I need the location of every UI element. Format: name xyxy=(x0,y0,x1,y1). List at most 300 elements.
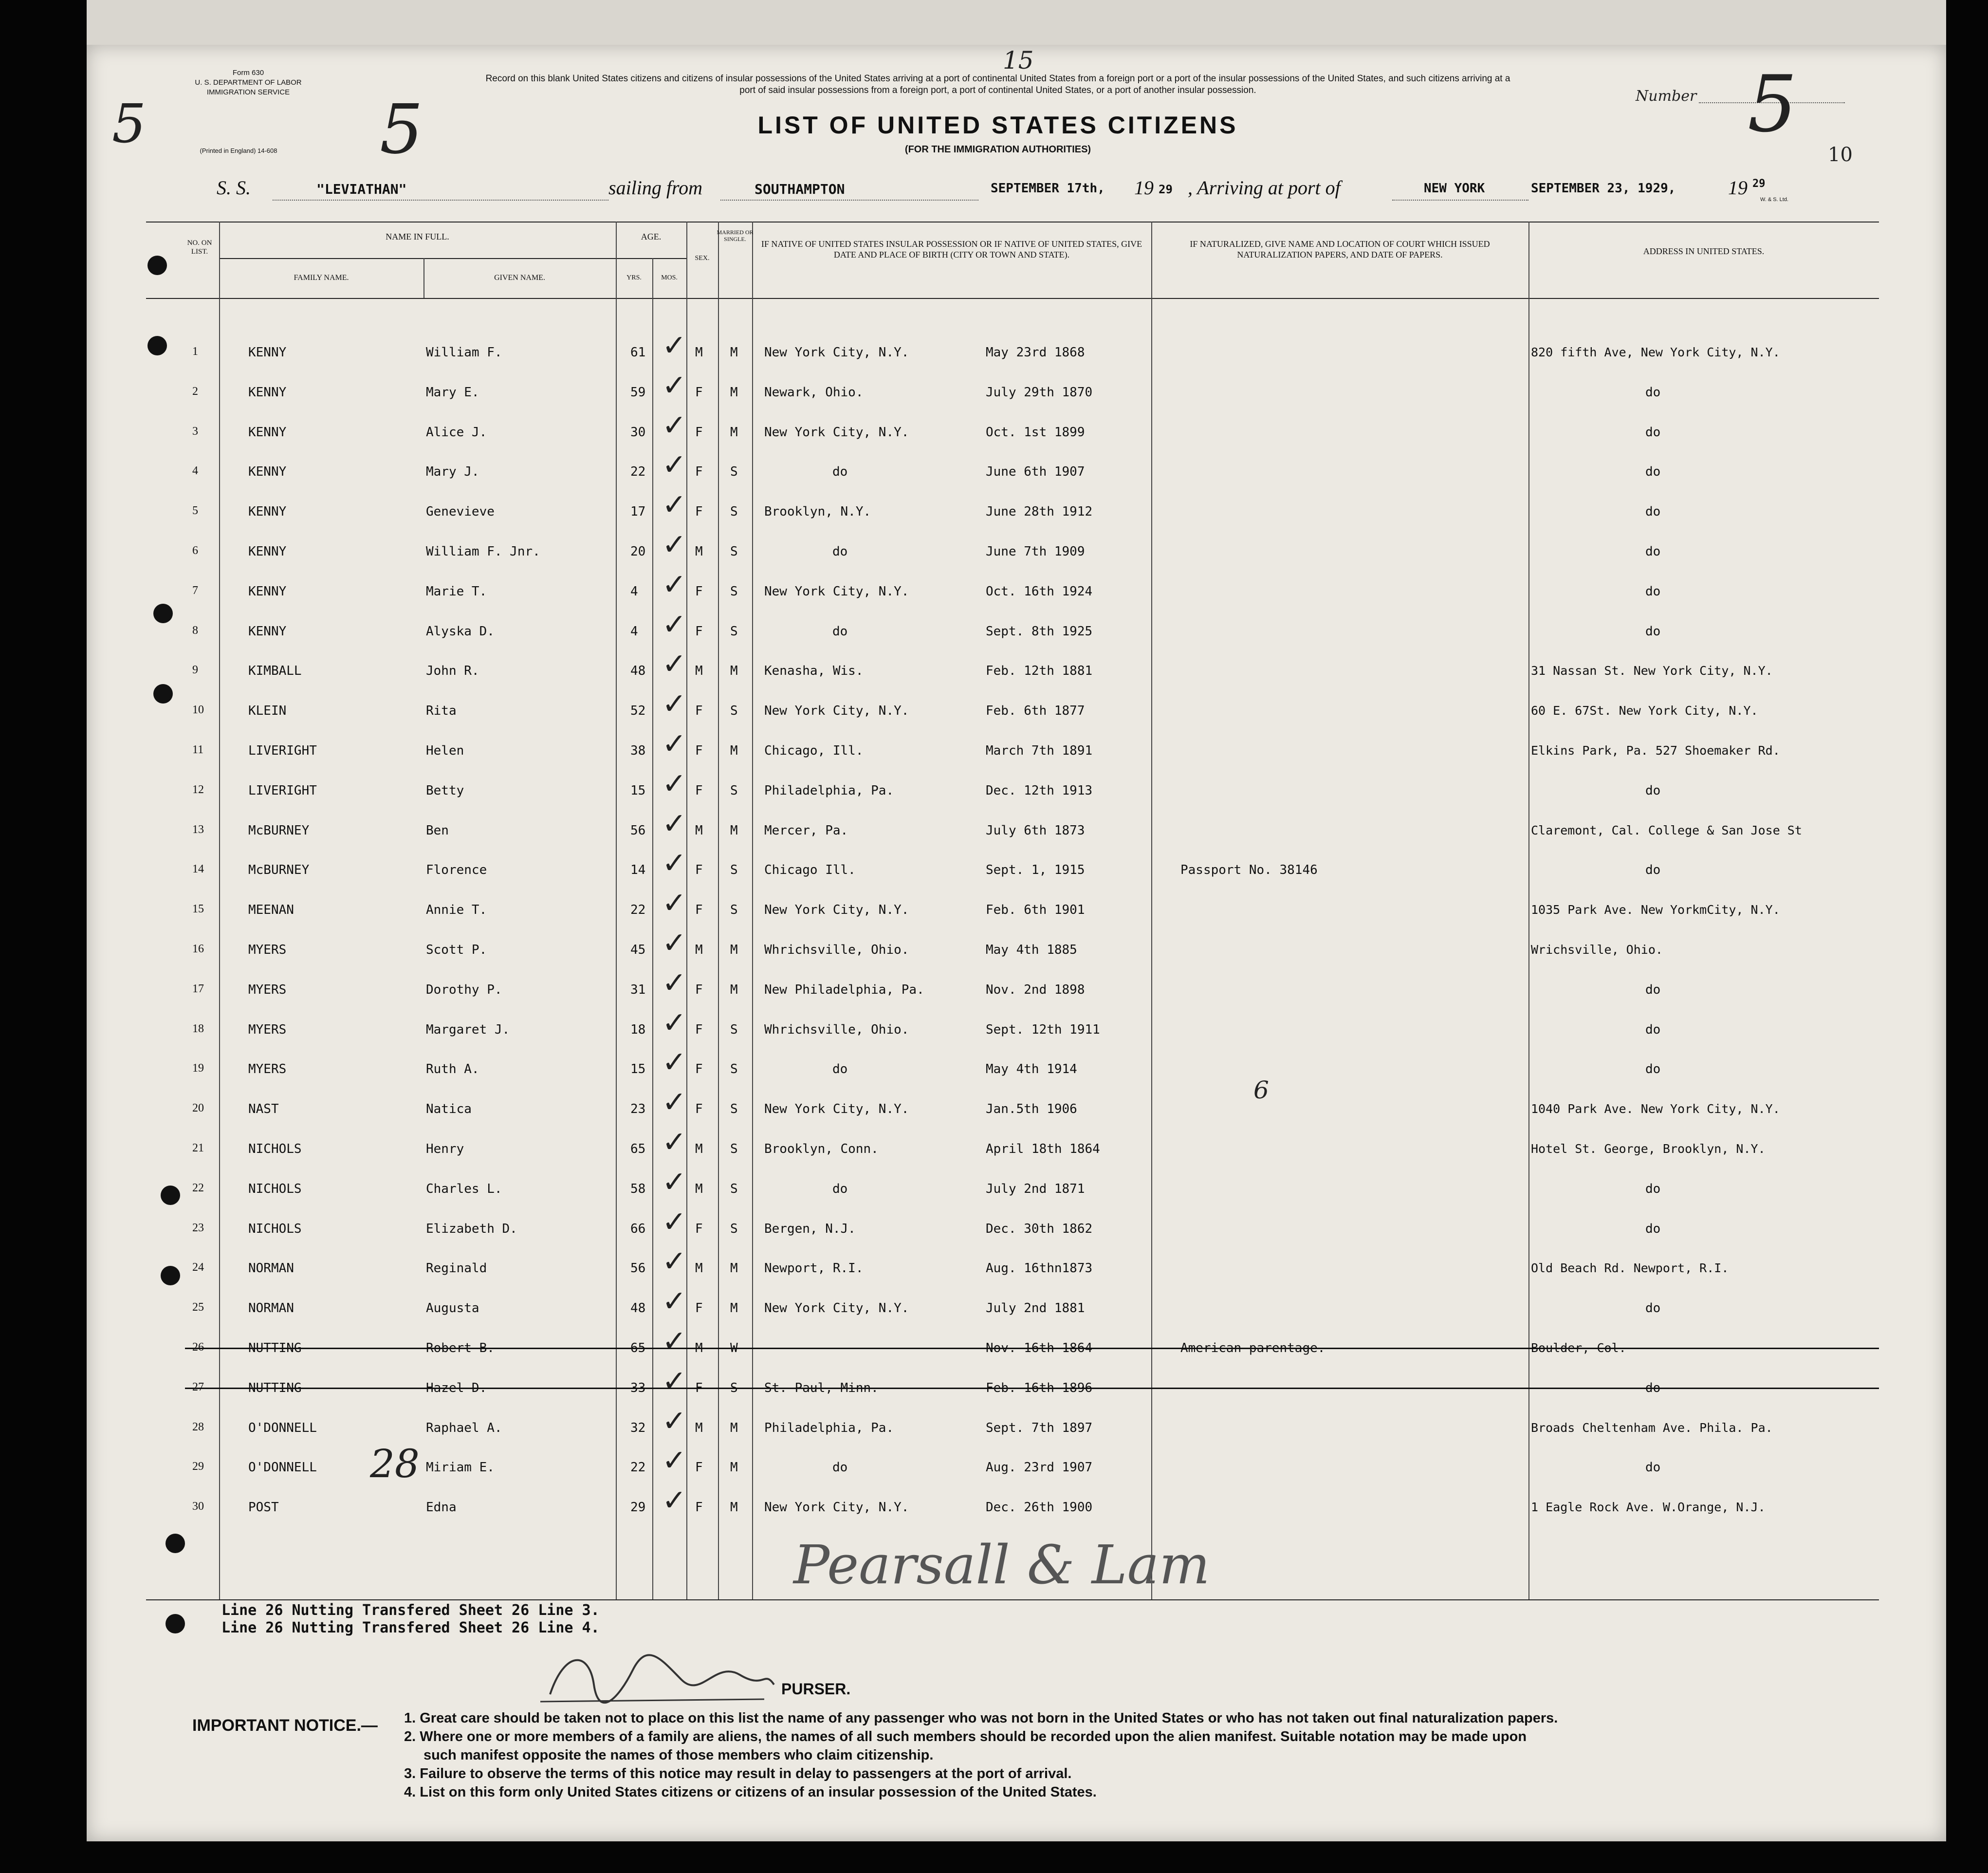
cell-sex: F xyxy=(695,1301,703,1316)
cell-age: 14 xyxy=(630,863,646,878)
cell-no: 18 xyxy=(192,1022,204,1035)
cell-ms: W xyxy=(730,1341,738,1355)
cell-place: New York City, N.Y. xyxy=(764,903,909,918)
cell-place: do xyxy=(832,464,848,480)
depart-year: 29 xyxy=(1159,183,1173,196)
cell-sex: F xyxy=(695,464,703,480)
cell-family: MYERS xyxy=(248,1022,287,1037)
check-mark: ✓ xyxy=(662,1045,687,1080)
handwritten-note: Pearsall & Lam xyxy=(793,1534,1210,1596)
cell-given: Charles L. xyxy=(426,1181,502,1196)
header-bottom-border xyxy=(146,298,1879,299)
transfer-note: Line 26 Nutting Transfered Sheet 26 Line 3. xyxy=(221,1602,600,1619)
cell-addr: Elkins Park, Pa. 527 Shoemaker Rd. xyxy=(1531,743,1780,758)
depart-date: SEPTEMBER 17th, xyxy=(991,181,1105,196)
cell-no: 4 xyxy=(192,464,198,478)
cell-place: Philadelphia, Pa. xyxy=(764,1420,894,1435)
cell-date: Dec. 30th 1862 xyxy=(986,1221,1093,1236)
cell-family: KENNY xyxy=(248,624,287,639)
cell-given: Mary E. xyxy=(426,385,479,400)
strikethrough-line xyxy=(185,1388,1879,1389)
handwritten-mark: 6 xyxy=(1253,1076,1269,1104)
cell-given: Mary J. xyxy=(426,464,479,480)
form-number: Form 630 xyxy=(232,69,264,77)
cell-age: 20 xyxy=(630,544,646,559)
cell-age: 56 xyxy=(630,1261,646,1276)
purser-signature xyxy=(535,1641,779,1709)
notice-item: such manifest opposite the names of those members who claim citizenship. xyxy=(423,1747,934,1763)
table-top-border xyxy=(146,222,1879,223)
cell-sex: F xyxy=(695,385,703,400)
cell-ms: S xyxy=(730,1142,738,1156)
check-mark: ✓ xyxy=(662,766,687,801)
cell-sex: M xyxy=(695,544,703,559)
cell-ms: M xyxy=(730,1420,738,1435)
col-header-birth: IF NATIVE OF UNITED STATES INSULAR POSSESSION OR IF NATIVE OF UNITED STATES, GIVE DATE AND PLACE OF BIRTH (CITY OR TOWN AND STATE). xyxy=(761,239,1142,260)
cell-sex: F xyxy=(695,982,703,997)
cell-place: Newport, R.I. xyxy=(764,1261,864,1276)
cell-no: 15 xyxy=(192,903,204,916)
cell-date: July 2nd 1881 xyxy=(986,1301,1085,1316)
check-mark: ✓ xyxy=(662,965,687,1000)
cell-sex: M xyxy=(695,664,703,679)
cell-age: 65 xyxy=(630,1142,646,1156)
cell-sex: F xyxy=(695,1062,703,1077)
cell-sex: F xyxy=(695,1500,703,1515)
cell-given: Reginald xyxy=(426,1261,487,1276)
cell-date: June 28th 1912 xyxy=(986,504,1093,519)
cell-addr: do xyxy=(1645,425,1661,440)
binder-edge xyxy=(87,0,1946,45)
cell-family: NICHOLS xyxy=(248,1181,302,1196)
col-header-married: MARRIED OR SINGLE. xyxy=(717,229,754,242)
cell-place: New York City, N.Y. xyxy=(764,345,909,360)
cell-given: Marie T. xyxy=(426,584,487,599)
check-mark: ✓ xyxy=(662,727,687,761)
cell-addr: do xyxy=(1645,1380,1661,1395)
purser-label: PURSER. xyxy=(781,1680,851,1698)
cell-ms: M xyxy=(730,1500,738,1515)
cell-addr: do xyxy=(1645,584,1661,599)
cell-ms: S xyxy=(730,624,738,639)
col-header-given: GIVEN NAME. xyxy=(494,274,545,282)
col-divider xyxy=(1151,222,1152,1599)
cell-given: Betty xyxy=(426,783,464,798)
handwritten-mark: 28 xyxy=(370,1441,420,1486)
cell-no: 1 xyxy=(192,345,198,358)
cell-addr: do xyxy=(1645,464,1661,480)
cell-date: July 2nd 1871 xyxy=(986,1181,1085,1196)
cell-place: Kenasha, Wis. xyxy=(764,664,864,679)
cell-sex: F xyxy=(695,1022,703,1037)
cell-addr: 31 Nassan St. New York City, N.Y. xyxy=(1531,664,1773,678)
col-header-yrs: YRS. xyxy=(626,274,642,281)
cell-family: NUTTING xyxy=(248,1341,302,1355)
cell-ms: M xyxy=(730,385,738,400)
cell-place: Brooklyn, N.Y. xyxy=(764,504,871,519)
cell-date: Dec. 26th 1900 xyxy=(986,1500,1093,1515)
strikethrough-line xyxy=(185,1348,1879,1349)
cell-family: NORMAN xyxy=(248,1301,294,1316)
cell-date: Feb. 12th 1881 xyxy=(986,664,1093,679)
col-divider xyxy=(718,222,719,1599)
cell-family: MYERS xyxy=(248,982,287,997)
notice-item: 1. Great care should be taken not to place on this list the name of any passenger who was not born in the United States or who has not taken out final naturalization papers. xyxy=(404,1710,1558,1726)
cell-addr: Claremont, Cal. College & San Jose St xyxy=(1531,823,1802,837)
cell-family: NICHOLS xyxy=(248,1142,302,1156)
cell-place: Brooklyn, Conn. xyxy=(764,1142,879,1156)
punch-hole xyxy=(166,1534,185,1553)
cell-date: Feb. 16th 1896 xyxy=(986,1380,1093,1395)
cell-given: Alice J. xyxy=(426,425,487,440)
cell-ms: M xyxy=(730,1261,738,1276)
check-mark: ✓ xyxy=(662,607,687,642)
cell-given: Helen xyxy=(426,743,464,758)
punch-hole xyxy=(147,256,167,275)
cell-sex: F xyxy=(695,1102,703,1117)
cell-age: 45 xyxy=(630,943,646,957)
check-mark: ✓ xyxy=(662,886,687,921)
cell-family: MYERS xyxy=(248,1062,287,1077)
cell-ms: M xyxy=(730,743,738,758)
cell-addr: do xyxy=(1645,504,1661,519)
cell-addr: 1 Eagle Rock Ave. W.Orange, N.J. xyxy=(1531,1500,1766,1515)
col-divider xyxy=(752,222,753,1599)
cell-family: O'DONNELL xyxy=(248,1460,317,1475)
cell-place: New York City, N.Y. xyxy=(764,1102,909,1117)
cell-age: 66 xyxy=(630,1221,646,1236)
cell-sex: F xyxy=(695,584,703,599)
cell-no: 6 xyxy=(192,544,198,557)
cell-given: William F. Jnr. xyxy=(426,544,540,559)
cell-age: 22 xyxy=(630,464,646,480)
transfer-note: Line 26 Nutting Transfered Sheet 26 Line 4. xyxy=(221,1619,600,1636)
cell-given: Raphael A. xyxy=(426,1420,502,1435)
cell-family: NORMAN xyxy=(248,1261,294,1276)
cell-place: do xyxy=(832,1181,848,1196)
col-header-age: AGE. xyxy=(641,232,662,241)
cell-ms: M xyxy=(730,943,738,957)
number-label: Number xyxy=(1636,88,1697,105)
signature-stroke xyxy=(550,1655,774,1703)
col-header-address: ADDRESS IN UNITED STATES. xyxy=(1643,246,1765,256)
cell-ms: M xyxy=(730,425,738,440)
check-mark: ✓ xyxy=(662,528,687,562)
cell-ms: M xyxy=(730,1301,738,1316)
cell-given: Alyska D. xyxy=(426,624,495,639)
cell-date: Nov. 16th 1864 xyxy=(986,1341,1093,1355)
cell-no: 28 xyxy=(192,1420,204,1433)
cell-date: Aug. 23rd 1907 xyxy=(986,1460,1093,1475)
cell-date: Sept. 8th 1925 xyxy=(986,624,1093,639)
cell-date: Feb. 6th 1901 xyxy=(986,903,1085,918)
cell-age: 52 xyxy=(630,704,646,719)
cell-family: LIVERIGHT xyxy=(248,783,317,798)
cell-family: NUTTING xyxy=(248,1380,302,1395)
cell-given: Genevieve xyxy=(426,504,495,519)
cell-sex: F xyxy=(695,783,703,798)
cell-ms: M xyxy=(730,1460,738,1475)
cell-place: New York City, N.Y. xyxy=(764,584,909,599)
cell-family: KENNY xyxy=(248,504,287,519)
cell-age: 15 xyxy=(630,1062,646,1077)
check-mark: ✓ xyxy=(662,1005,687,1040)
handwritten-mark: 5 xyxy=(380,90,423,169)
cell-given: Miriam E. xyxy=(426,1460,495,1475)
cell-age: 4 xyxy=(630,624,638,639)
cell-addr: do xyxy=(1645,783,1661,798)
cell-place: Philadelphia, Pa. xyxy=(764,783,894,798)
page-mark: 10 xyxy=(1828,144,1853,166)
cell-no: 2 xyxy=(192,385,198,398)
cell-sex: M xyxy=(695,1181,703,1196)
check-mark: ✓ xyxy=(662,1364,687,1398)
cell-addr: Wrichsville, Ohio. xyxy=(1531,943,1663,957)
check-mark: ✓ xyxy=(662,1484,687,1518)
cell-given: Dorothy P. xyxy=(426,982,502,997)
cell-no: 9 xyxy=(192,664,198,677)
cell-sex: F xyxy=(695,1221,703,1236)
cell-nat: Passport No. 38146 xyxy=(1180,863,1318,878)
cell-place: New York City, N.Y. xyxy=(764,425,909,440)
col-header-naturalized: IF NATURALIZED, GIVE NAME AND LOCATION OF COURT WHICH ISSUED NATURALIZATION PAPERS, AND DATE OF PAPERS. xyxy=(1190,239,1490,260)
cell-sex: F xyxy=(695,425,703,440)
cell-place: do xyxy=(832,624,848,639)
cell-no: 24 xyxy=(192,1261,204,1274)
ss-label: S. S. xyxy=(217,177,251,199)
cell-given: Natica xyxy=(426,1102,472,1117)
punch-hole xyxy=(166,1614,185,1633)
service-name: IMMIGRATION SERVICE xyxy=(206,88,290,96)
arrive-date: SEPTEMBER 23, 1929, xyxy=(1531,181,1676,196)
cell-place: Chicago Ill. xyxy=(764,863,856,878)
cell-family: KIMBALL xyxy=(248,664,302,679)
cell-addr: do xyxy=(1645,1221,1661,1236)
ship-name: "LEVIATHAN" xyxy=(316,181,407,197)
cell-family: KLEIN xyxy=(248,704,287,719)
department-name: U. S. DEPARTMENT OF LABOR xyxy=(195,78,302,87)
punch-hole xyxy=(161,1266,180,1285)
print-note: (Printed in England) 14-608 xyxy=(200,147,277,154)
cell-given: Annie T. xyxy=(426,903,487,918)
notice-item: 3. Failure to observe the terms of this notice may result in delay to passengers at the port of arrival. xyxy=(404,1766,1072,1781)
cell-addr: do xyxy=(1645,544,1661,559)
cell-ms: M xyxy=(730,982,738,997)
cell-family: KENNY xyxy=(248,345,287,360)
cell-place: Chicago, Ill. xyxy=(764,743,864,758)
notice-item: 4. List on this form only United States citizens or citizens of an insular possession of the United States. xyxy=(404,1784,1097,1800)
cell-date: May 4th 1914 xyxy=(986,1062,1077,1077)
cell-date: May 23rd 1868 xyxy=(986,345,1085,360)
cell-no: 23 xyxy=(192,1221,204,1234)
cell-family: McBURNEY xyxy=(248,823,310,838)
cell-sex: M xyxy=(695,1142,703,1156)
cell-family: KENNY xyxy=(248,584,287,599)
cell-ms: S xyxy=(730,1022,738,1037)
cell-addr: do xyxy=(1645,1301,1661,1316)
cell-date: Sept. 1, 1915 xyxy=(986,863,1085,878)
check-mark: ✓ xyxy=(662,488,687,522)
check-mark: ✓ xyxy=(662,1284,687,1319)
cell-given: Hazel D. xyxy=(426,1380,487,1395)
cell-addr: 820 fifth Ave, New York City, N.Y. xyxy=(1531,345,1780,359)
cell-sex: F xyxy=(695,1380,703,1395)
check-mark: ✓ xyxy=(662,1125,687,1159)
cell-place: Bergen, N.J. xyxy=(764,1221,856,1236)
cell-age: 48 xyxy=(630,664,646,679)
cell-place: New York City, N.Y. xyxy=(764,1301,909,1316)
cell-place: do xyxy=(832,1460,848,1475)
cell-family: O'DONNELL xyxy=(248,1420,317,1435)
cell-no: 14 xyxy=(192,863,204,876)
cell-date: June 7th 1909 xyxy=(986,544,1085,559)
cell-ms: S xyxy=(730,1181,738,1196)
cell-family: KENNY xyxy=(248,464,287,480)
col-header-mos: MOS. xyxy=(661,274,678,281)
cell-age: 29 xyxy=(630,1500,646,1515)
check-mark: ✓ xyxy=(662,448,687,482)
cell-date: Aug. 16thn1873 xyxy=(986,1261,1093,1276)
cell-age: 32 xyxy=(630,1420,646,1435)
check-mark: ✓ xyxy=(662,1324,687,1358)
handwritten-mark: 5 xyxy=(112,93,146,155)
cell-addr: Old Beach Rd. Newport, R.I. xyxy=(1531,1261,1729,1276)
cell-age: 48 xyxy=(630,1301,646,1316)
cell-age: 58 xyxy=(630,1181,646,1196)
cell-no: 12 xyxy=(192,783,204,796)
cell-ms: S xyxy=(730,1062,738,1077)
cell-addr: do xyxy=(1645,982,1661,997)
cell-addr: 1035 Park Ave. New YorkmCity, N.Y. xyxy=(1531,903,1780,917)
handwritten-mark: 15 xyxy=(1003,46,1034,74)
check-mark: ✓ xyxy=(662,567,687,602)
cell-no: 20 xyxy=(192,1102,204,1115)
col-header-sex: SEX. xyxy=(695,255,710,262)
col-header-family: FAMILY NAME. xyxy=(294,274,349,282)
cell-age: 15 xyxy=(630,783,646,798)
year-prefix-arrive: 19 xyxy=(1728,177,1748,199)
age-subheader-line xyxy=(616,258,686,259)
cell-sex: M xyxy=(695,1341,703,1355)
cell-family: MEENAN xyxy=(248,903,294,918)
cell-addr: 1040 Park Ave. New York City, N.Y. xyxy=(1531,1102,1780,1116)
cell-ms: S xyxy=(730,544,738,559)
cell-date: Nov. 2nd 1898 xyxy=(986,982,1085,997)
cell-date: Dec. 12th 1913 xyxy=(986,783,1093,798)
cell-age: 38 xyxy=(630,743,646,758)
cell-age: 65 xyxy=(630,1341,646,1355)
ship-line xyxy=(273,200,608,201)
cell-given: Scott P. xyxy=(426,943,487,957)
cell-family: LIVERIGHT xyxy=(248,743,317,758)
cell-age: 61 xyxy=(630,345,646,360)
cell-no: 17 xyxy=(192,982,204,995)
cell-addr: do xyxy=(1645,1062,1661,1077)
page-title: LIST OF UNITED STATES CITIZENS xyxy=(757,111,1238,139)
check-mark: ✓ xyxy=(662,368,687,403)
punch-hole xyxy=(147,336,167,355)
cell-no: 10 xyxy=(192,704,204,717)
cell-no: 29 xyxy=(192,1460,204,1473)
cell-ms: S xyxy=(730,903,738,918)
col-divider xyxy=(652,258,653,1599)
port-from-line xyxy=(720,200,978,201)
cell-given: Robert B. xyxy=(426,1341,495,1355)
cell-age: 18 xyxy=(630,1022,646,1037)
cell-ms: S xyxy=(730,704,738,719)
punch-hole xyxy=(161,1186,180,1205)
cell-sex: F xyxy=(695,743,703,758)
cell-sex: M xyxy=(695,1420,703,1435)
check-mark: ✓ xyxy=(662,806,687,841)
cell-no: 7 xyxy=(192,584,198,597)
cell-date: Oct. 16th 1924 xyxy=(986,584,1093,599)
cell-no: 26 xyxy=(192,1341,204,1354)
cell-ms: M xyxy=(730,664,738,679)
cell-date: July 29th 1870 xyxy=(986,385,1093,400)
sailing-label: sailing from xyxy=(608,177,702,199)
cell-sex: F xyxy=(695,1460,703,1475)
cell-given: Ruth A. xyxy=(426,1062,479,1077)
cell-date: May 4th 1885 xyxy=(986,943,1077,957)
cell-date: Feb. 6th 1877 xyxy=(986,704,1085,719)
cell-addr: Broads Cheltenham Ave. Phila. Pa. xyxy=(1531,1420,1773,1435)
cell-place: New York City, N.Y. xyxy=(764,1500,909,1515)
cell-no: 13 xyxy=(192,823,204,836)
cell-place: St. Paul, Minn. xyxy=(764,1380,879,1395)
cell-given: Margaret J. xyxy=(426,1022,510,1037)
port-to-line xyxy=(1392,200,1528,201)
cell-family: McBURNEY xyxy=(248,863,310,878)
cell-age: 31 xyxy=(630,982,646,997)
cell-no: 30 xyxy=(192,1500,204,1513)
col-divider xyxy=(686,222,687,1599)
cell-date: July 6th 1873 xyxy=(986,823,1085,838)
cell-place: New Philadelphia, Pa. xyxy=(764,982,924,997)
port-to: NEW YORK xyxy=(1424,181,1485,196)
cell-no: 21 xyxy=(192,1142,204,1154)
cell-age: 22 xyxy=(630,903,646,918)
col-header-name: NAME IN FULL. xyxy=(386,232,449,241)
check-mark: ✓ xyxy=(662,1244,687,1279)
cell-family: KENNY xyxy=(248,425,287,440)
cell-addr: 60 E. 67St. New York City, N.Y. xyxy=(1531,704,1758,718)
check-mark: ✓ xyxy=(662,687,687,722)
cell-ms: S xyxy=(730,783,738,798)
cell-age: 4 xyxy=(630,584,638,599)
arrive-year: 29 xyxy=(1752,178,1766,190)
cell-place: Mercer, Pa. xyxy=(764,823,848,838)
col-divider xyxy=(1528,222,1529,1599)
col-divider xyxy=(219,222,220,1599)
cell-ms: M xyxy=(730,823,738,838)
cell-sex: M xyxy=(695,943,703,957)
cell-given: Florence xyxy=(426,863,487,878)
cell-ms: S xyxy=(730,1380,738,1395)
cell-family: POST xyxy=(248,1500,279,1515)
cell-ms: S xyxy=(730,584,738,599)
cell-sex: F xyxy=(695,903,703,918)
check-mark: ✓ xyxy=(662,846,687,881)
check-mark: ✓ xyxy=(662,1165,687,1199)
cell-given: Edna xyxy=(426,1500,457,1515)
cell-ms: S xyxy=(730,504,738,519)
punch-hole xyxy=(153,604,173,623)
form-identifier xyxy=(175,68,321,97)
cell-sex: M xyxy=(695,1261,703,1276)
cell-nat: American parentage. xyxy=(1180,1341,1325,1355)
cell-date: Sept. 12th 1911 xyxy=(986,1022,1100,1037)
